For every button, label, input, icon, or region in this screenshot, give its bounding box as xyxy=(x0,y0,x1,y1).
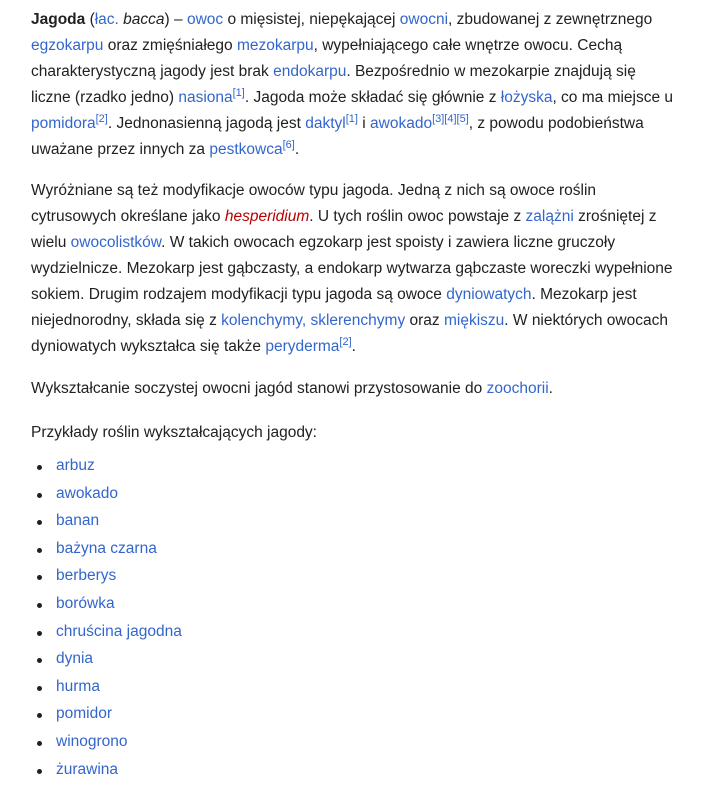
text: oraz zmięśniałego xyxy=(103,37,237,54)
link-owoc[interactable]: owoc xyxy=(186,11,224,28)
text: oraz xyxy=(405,312,444,329)
example-link[interactable]: żurawina xyxy=(56,760,119,778)
paragraph-2-line-2 xyxy=(31,207,656,227)
paragraph-1-line-4 xyxy=(31,88,673,108)
list-item xyxy=(37,539,182,567)
example-link[interactable]: pomidor xyxy=(56,705,112,723)
example-link[interactable]: chruścina jagodna xyxy=(56,622,182,640)
bullet-icon xyxy=(37,520,42,525)
footnote-link[interactable]: [1] xyxy=(232,87,245,99)
link-lozyska[interactable]: łożyska xyxy=(500,89,553,106)
text: Wyróżniane są też modyfikacje owoców typu jagoda. Jedną z nich są owoce roślin xyxy=(31,182,597,199)
text: o mięsistej, niepękającej xyxy=(223,11,400,28)
list-item xyxy=(37,511,182,539)
bullet-icon xyxy=(37,658,42,663)
footnote-link[interactable]: [6] xyxy=(282,139,295,151)
example-link[interactable]: hurma xyxy=(56,677,100,695)
text: cytrusowych określane jako xyxy=(31,208,225,225)
bullet-icon xyxy=(37,493,42,498)
text: uważane przez innych za xyxy=(31,141,210,158)
example-link[interactable]: winogrono xyxy=(56,732,128,750)
paragraph-2-line-7 xyxy=(31,337,356,357)
term-jagoda: Jagoda xyxy=(31,11,86,28)
bullet-icon xyxy=(37,769,42,774)
link-lac[interactable]: łac. xyxy=(94,11,119,28)
text: . U tych roślin owoc powstaje z xyxy=(309,208,526,225)
footnote-link[interactable]: [3] xyxy=(432,113,445,125)
text: . xyxy=(351,338,356,355)
example-link[interactable]: bażyna czarna xyxy=(56,539,157,557)
example-link[interactable]: borówka xyxy=(56,594,115,612)
list-item xyxy=(37,704,182,732)
text: , z powodu podobieństwa xyxy=(468,115,644,132)
link-separator[interactable]: , xyxy=(301,312,311,329)
footnote-link[interactable]: [5] xyxy=(456,113,469,125)
text: . Mezokarp jest xyxy=(531,286,637,303)
bullet-icon xyxy=(37,548,42,553)
link-kolenchymy[interactable]: kolenchymy xyxy=(221,312,302,329)
list-item xyxy=(37,677,182,705)
footnote-link[interactable]: [1] xyxy=(345,113,358,125)
paragraph-1-line-1 xyxy=(31,10,652,30)
list-item xyxy=(37,456,182,484)
list-item xyxy=(37,622,182,650)
bullet-icon xyxy=(37,631,42,636)
footnote-link[interactable]: [4] xyxy=(444,113,457,125)
text: i xyxy=(357,115,371,132)
text: hesperidium xyxy=(224,208,310,225)
example-link[interactable]: arbuz xyxy=(56,457,95,474)
text: , co ma miejsce u xyxy=(552,89,674,106)
list-item xyxy=(37,760,182,788)
link-mezokarpu[interactable]: mezokarpu xyxy=(236,37,314,54)
bullet-icon xyxy=(37,741,42,746)
text: Wykształcanie soczystej owocni jagód stanowi przystosowanie do xyxy=(31,380,487,397)
paragraph-1-line-3 xyxy=(31,62,636,82)
text: . Jagoda może składać się głównie z xyxy=(244,89,501,106)
example-link[interactable]: dynia xyxy=(56,650,94,668)
bullet-icon xyxy=(37,686,42,691)
bullet-icon xyxy=(37,603,42,608)
link-endokarpu[interactable]: endokarpu xyxy=(273,63,347,80)
examples-list xyxy=(37,456,182,787)
link-sklerenchymy[interactable]: sklerenchymy xyxy=(310,312,406,329)
text: sokiem. Drugim rodzajem modyfikacji typu jagoda są owoce xyxy=(31,286,447,303)
list-item xyxy=(37,594,182,622)
text: . Bezpośrednio w mezokarpie znajdują się xyxy=(346,63,636,80)
paragraph-2-line-4 xyxy=(31,259,673,279)
link-peryderma[interactable]: peryderma xyxy=(265,338,340,355)
link-awokado[interactable]: awokado xyxy=(370,115,433,132)
footnote-link[interactable]: [2] xyxy=(339,336,352,348)
link-hesperidium[interactable] xyxy=(225,208,309,225)
paragraph-2-line-6 xyxy=(31,311,668,331)
text: , zbudowanej z zewnętrznego xyxy=(448,11,653,28)
paragraph-1-line-2 xyxy=(31,36,622,56)
text: wielu xyxy=(31,234,71,251)
text: niejednorodny, składa się z xyxy=(31,312,222,329)
text: . xyxy=(548,380,553,397)
text: dyniowatych wykształca się także xyxy=(31,338,266,355)
list-item xyxy=(37,649,182,677)
text: . W niektórych owocach xyxy=(504,312,668,329)
link-dyniowatych[interactable]: dyniowatych xyxy=(446,286,532,303)
example-link[interactable]: awokado xyxy=(56,484,119,502)
list-item xyxy=(37,566,182,594)
link-nasiona[interactable]: nasiona xyxy=(178,89,233,106)
text: Przykłady roślin wykształcających jagody: xyxy=(31,424,317,441)
paragraph-2-line-3 xyxy=(31,233,615,253)
link-owocolistkow[interactable]: owocolistków xyxy=(70,234,162,251)
footnote-link[interactable]: [2] xyxy=(95,113,108,125)
example-link[interactable]: berberys xyxy=(56,567,117,585)
paragraph-3-line-1 xyxy=(31,379,553,399)
text: ( xyxy=(85,11,95,28)
link-pomidora[interactable]: pomidora xyxy=(31,115,96,132)
link-daktyl[interactable]: daktyl xyxy=(305,115,346,132)
link-miekiszu[interactable]: miękiszu xyxy=(443,312,505,329)
text: liczne (rzadko jedno) xyxy=(31,89,179,106)
paragraph-2-line-5 xyxy=(31,285,637,305)
list-item xyxy=(37,732,182,760)
text: ) – xyxy=(164,11,187,28)
link-egzokarpu[interactable]: egzokarpu xyxy=(31,37,104,54)
list-item xyxy=(37,484,182,512)
text: zrośniętej z xyxy=(573,208,657,225)
paragraph-2-line-1 xyxy=(31,181,596,201)
paragraph-1-line-6 xyxy=(31,140,299,160)
text: . xyxy=(294,141,300,158)
paragraph-4-line-1 xyxy=(31,423,317,443)
bullet-icon xyxy=(37,713,42,718)
text: wydzielnicze. Mezokarp jest gąbczasty, a endokarp wytwarza gąbczaste woreczki wypełnione xyxy=(31,260,673,277)
link-zoochorii[interactable]: zoochorii xyxy=(486,380,549,397)
latin-name: bacca xyxy=(123,11,165,28)
link-owocni[interactable]: owocni xyxy=(399,11,449,28)
paragraph-1-line-5 xyxy=(31,114,644,134)
text: , wypełniającego całe wnętrze owocu. Cechą xyxy=(313,37,623,54)
example-link[interactable]: banan xyxy=(56,512,100,530)
link-zalazni[interactable]: zalążni xyxy=(525,208,574,225)
link-pestkowca[interactable]: pestkowca xyxy=(209,141,283,158)
text: charakterystyczną jagody jest brak xyxy=(31,63,274,80)
text: . W takich owocach egzokarp jest spoisty i zawiera liczne gruczoły xyxy=(161,234,616,251)
bullet-icon xyxy=(37,575,42,580)
bullet-icon xyxy=(37,465,42,470)
text: . Jednonasienną jagodą jest xyxy=(107,115,306,132)
